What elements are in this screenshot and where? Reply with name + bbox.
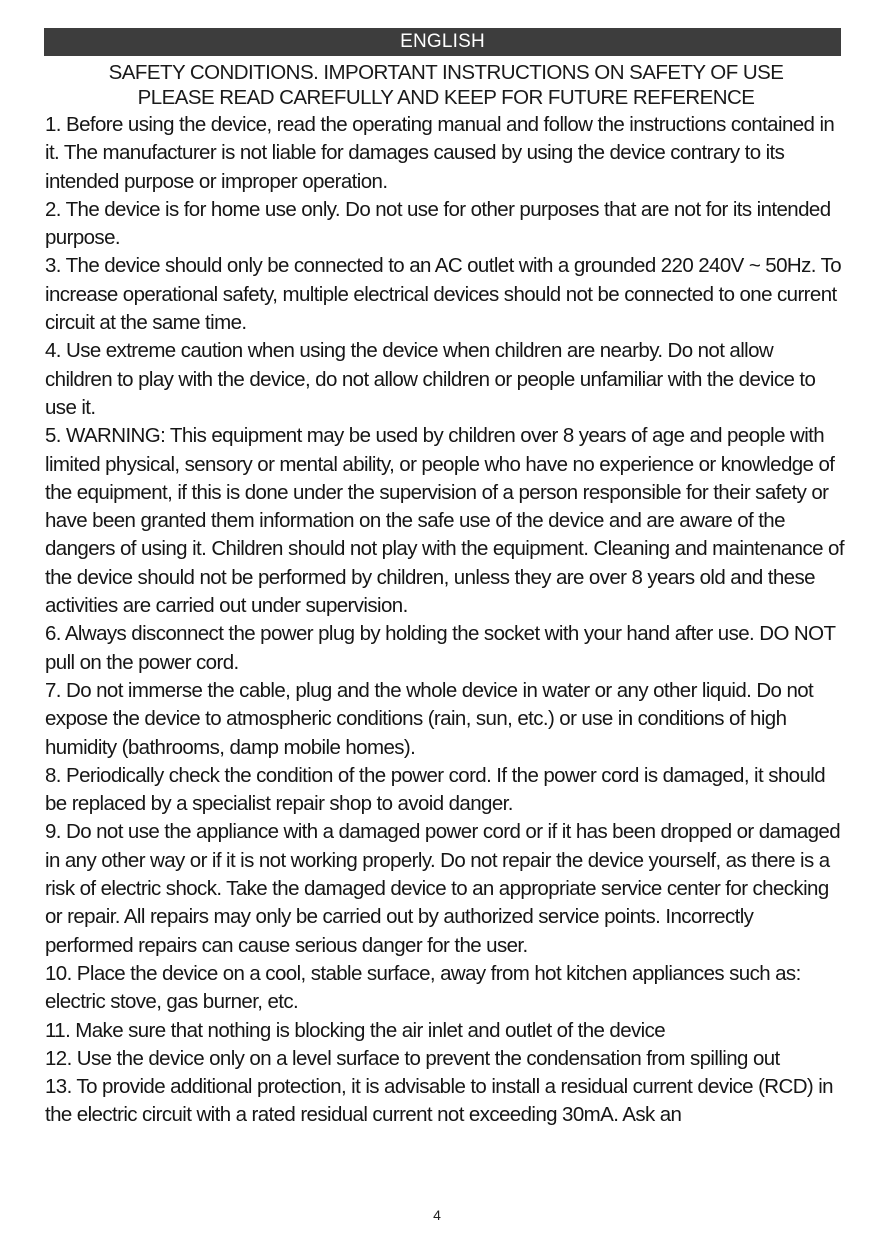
instruction-item-5: 5. WARNING: This equipment may be used by children over 8 years of age and people with limited physical, sensory or mental ability, or people who have no experience or knowledge of the equipment, if this is done under the supervision of a person responsible for their safety or have been granted them information on the safe use of the device and are aware of the dangers of using it. Children should not play with the equipment. Cleaning and maintenance of the device should not be performed by children, unless they are over 8 years old and these activities are carried out under supervision. — [45, 424, 844, 618]
safety-heading-line-1: SAFETY CONDITIONS. IMPORTANT INSTRUCTIONS ON SAFETY OF USE — [108, 61, 784, 84]
instruction-item-3: 3. The device should only be connected to an AC outlet with a grounded 220 240V ~ 50Hz. To increase operational safety, multiple electrical devices should not be connected to one current circuit at the same time. — [45, 254, 842, 335]
instruction-item-13: 13. To provide additional protection, it is advisable to install a residual current device (RCD) in the electric circuit with a rated residual current not exceeding 30mA. Ask an — [45, 1075, 833, 1127]
language-header-bar — [44, 28, 841, 56]
safety-instructions-list — [45, 111, 845, 1130]
instruction-item-10: 10. Place the device on a cool, stable surface, away from hot kitchen appliances such as: electric stove, gas burner, etc. — [45, 961, 801, 1014]
instruction-item-1: 1. Before using the device, read the operating manual and follow the instructions contained in it. The manufacturer is not liable for damages caused by using the device contrary to its intended purpose or improper operation. — [45, 113, 835, 193]
instruction-item-8: 8. Periodically check the condition of the power cord. If the power cord is damaged, it should be replaced by a specialist repair shop to avoid danger. — [45, 763, 826, 816]
instruction-item-6: 6. Always disconnect the power plug by holding the socket with your hand after use. DO NOT pull on the power cord. — [45, 622, 835, 674]
page-number: 4 — [433, 1207, 441, 1223]
instruction-item-12: 12. Use the device only on a level surface to prevent the condensation from spilling out — [45, 1046, 780, 1070]
instruction-item-2: 2. The device is for home use only. Do not use for other purposes that are not for its intended purpose. — [45, 197, 831, 250]
safety-heading — [44, 60, 848, 110]
instruction-item-7: 7. Do not immerse the cable, plug and the whole device in water or any other liquid. Do not expose the device to atmospheric conditions (rain, sun, etc.) or use in conditions of high humidity (bathrooms, damp mobile homes). — [45, 678, 814, 759]
instruction-item-9: 9. Do not use the appliance with a damaged power cord or if it has been dropped or damaged in any other way or if it is not working properly. Do not repair the device yourself, as there is a risk of electric shock. Take the damaged device to an appropriate service center for checking or repair. All repairs may only be carried out by authorized service points. Incorrectly performed repairs can cause serious danger for the user. — [45, 820, 841, 957]
instruction-item-11: 11. Make sure that nothing is blocking the air inlet and outlet of the device — [45, 1018, 666, 1042]
language-label: ENGLISH — [400, 31, 485, 52]
safety-heading-line-2: PLEASE READ CAREFULLY AND KEEP FOR FUTURE REFERENCE — [137, 86, 755, 109]
instruction-item-4: 4. Use extreme caution when using the device when children are nearby. Do not allow children to play with the device, do not allow children or people unfamiliar with the device to use it. — [45, 339, 816, 419]
